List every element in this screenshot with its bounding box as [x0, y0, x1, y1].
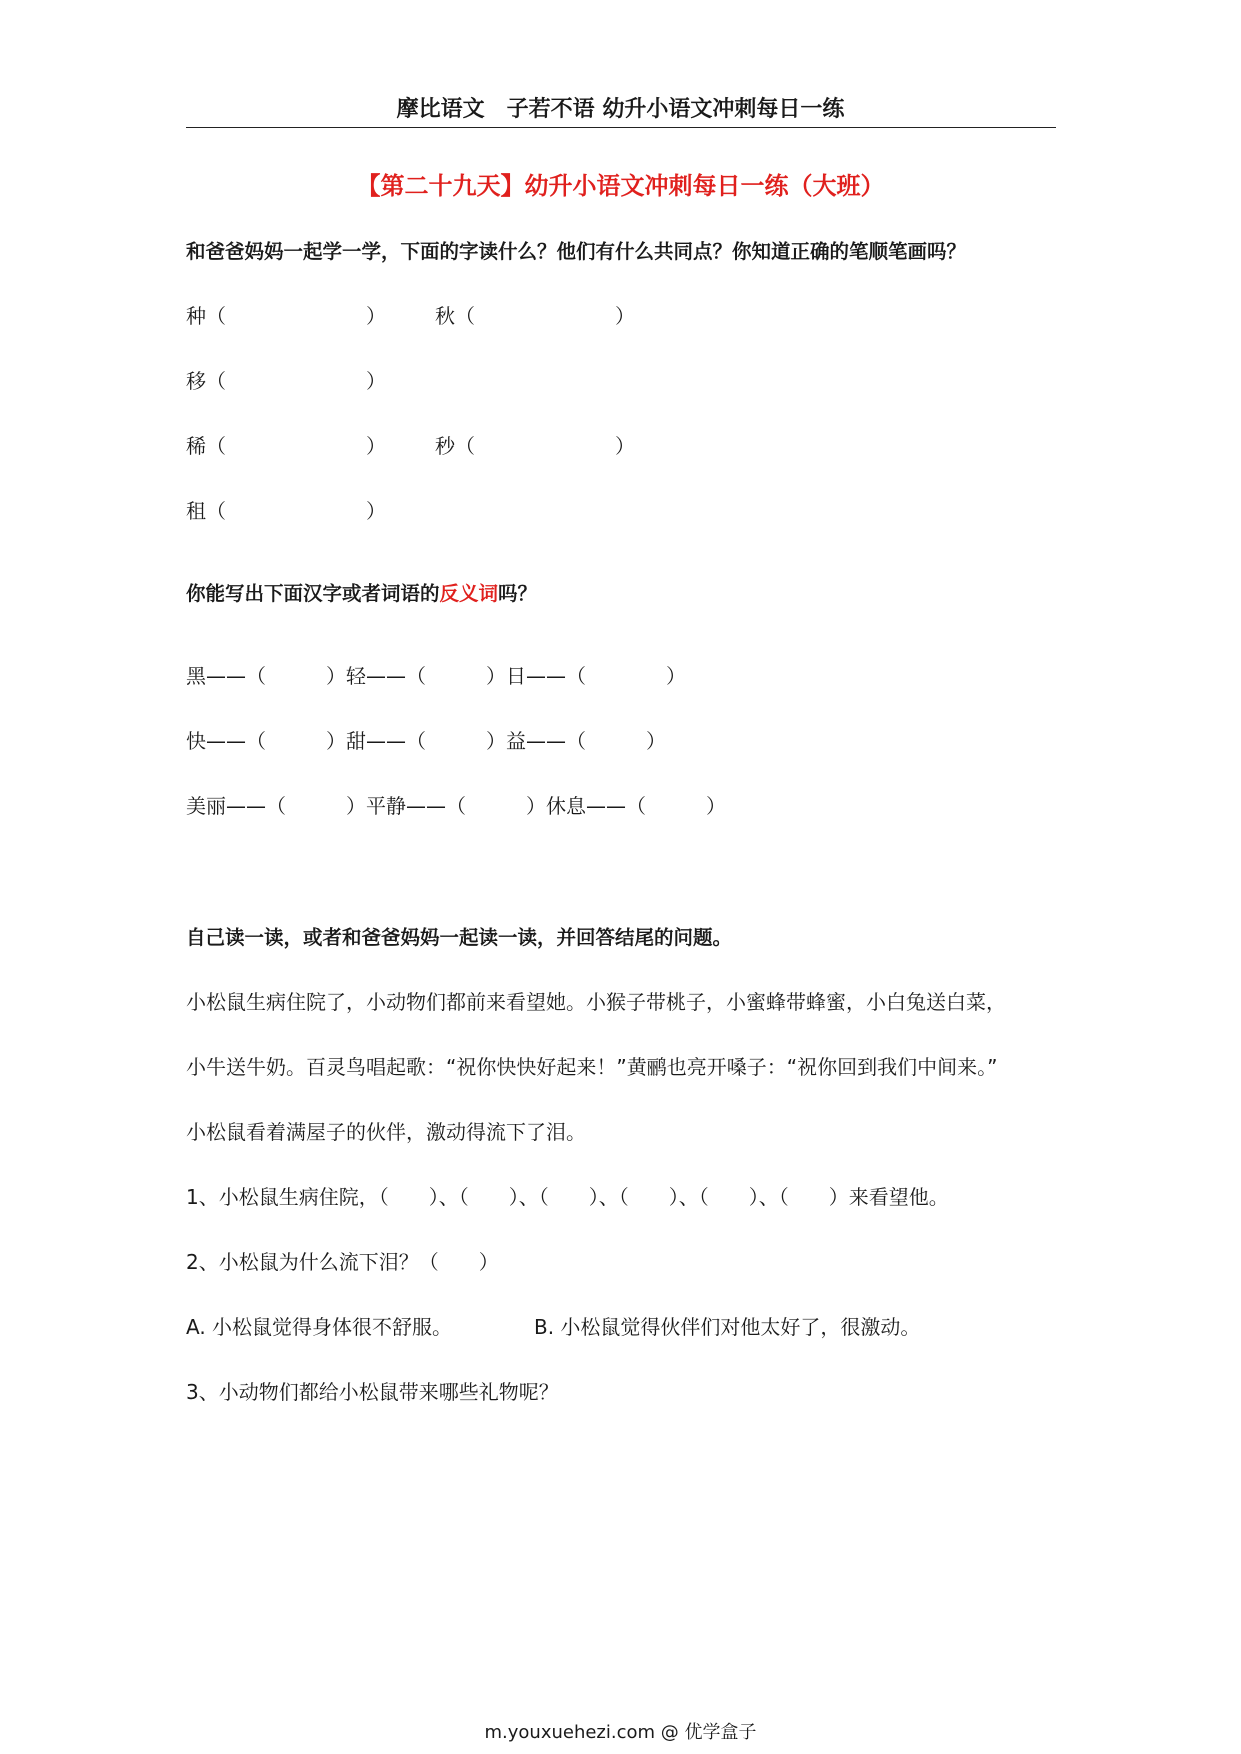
question-2-option-a: A. 小松鼠觉得身体很不舒服。: [186, 1315, 453, 1339]
instruction-text: 你能写出下面汉字或者词语的: [186, 582, 440, 605]
passage-line: 小松鼠生病住院了，小动物们都前来看望她。小猴子带桃子，小蜜蜂带蜂蜜，小白兔送白菜，: [186, 990, 1006, 1014]
document-title: 【第二十九天】幼升小语文冲刺每日一练（大班）: [356, 172, 885, 200]
question-2-option-b: B. 小松鼠觉得伙伴们对他太好了，很激动。: [534, 1315, 921, 1339]
instruction-text: 吗？: [498, 582, 538, 605]
antonym-item: 平静——（ ）: [366, 794, 546, 818]
char-item-qiu: 秋（ ）: [435, 304, 635, 328]
antonym-item: 轻——（ ）: [346, 664, 506, 688]
section2-instruction: [186, 578, 537, 606]
char-item-xi: 稀（ ）: [186, 434, 386, 458]
char-item-zu: 租（ ）: [186, 499, 386, 523]
antonym-item: 日——（ ）: [506, 664, 686, 688]
header-rule: [186, 127, 1056, 128]
antonym-highlight: 反义词: [439, 582, 499, 605]
antonym-item: 甜——（ ）: [346, 729, 506, 753]
question-3: 3、小动物们都给小松鼠带来哪些礼物呢？: [186, 1380, 559, 1404]
passage-line: 小牛送牛奶。百灵鸟唱起歌：“祝你快快好起来！”黄鹂也亮开嗓子：“祝你回到我们中间来。”: [186, 1055, 998, 1079]
section3-instruction: 自己读一读，或者和爸爸妈妈一起读一读，并回答结尾的问题。: [186, 926, 733, 949]
antonym-item: 快——（ ）: [186, 729, 346, 753]
antonym-item: 美丽——（ ）: [186, 794, 366, 818]
char-item-yi: 移（ ）: [186, 369, 386, 393]
antonym-item: 黑——（ ）: [186, 664, 346, 688]
antonym-item: 益——（ ）: [506, 729, 666, 753]
question-1: 1、小松鼠生病住院，（ ）、（ ）、（ ）、（ ）、（ ）、（ ）来看望他。: [186, 1185, 949, 1209]
char-item-zhong: 种（ ）: [186, 304, 386, 328]
question-2: 2、小松鼠为什么流下泪？（ ）: [186, 1250, 499, 1274]
char-item-miao: 秒（ ）: [435, 434, 635, 458]
antonym-item: 休息——（ ）: [546, 794, 726, 818]
passage-line: 小松鼠看着满屋子的伙伴，激动得流下了泪。: [186, 1120, 586, 1144]
section1-instruction: 和爸爸妈妈一起学一学，下面的字读什么？他们有什么共同点？你知道正确的笔顺笔画吗？: [186, 240, 967, 263]
footer-source: m.youxuehezi.com @ 优学盒子: [484, 1722, 757, 1743]
header-title: 摩比语文 子若不语 幼升小语文冲刺每日一练: [396, 97, 845, 122]
